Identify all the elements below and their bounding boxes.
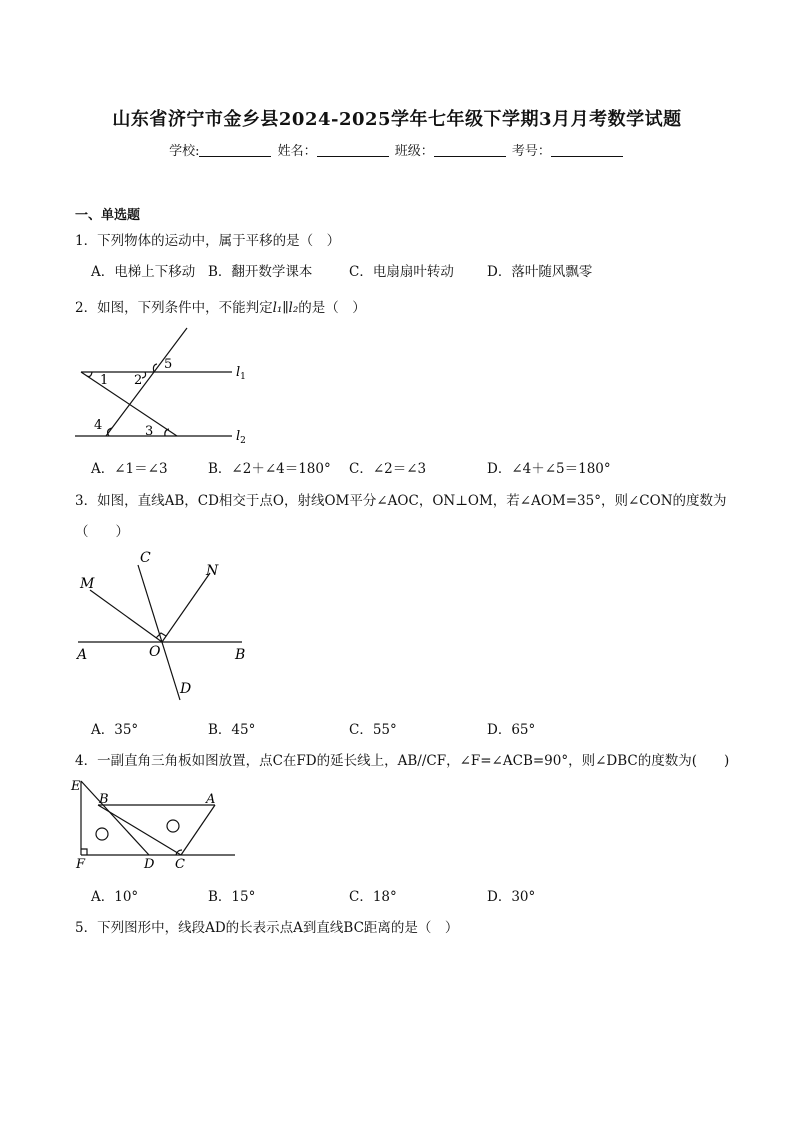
q2-option-d[interactable]: D．∠4＋∠5＝180° bbox=[487, 461, 611, 477]
q1-option-c[interactable]: C．电扇扇叶转动 bbox=[349, 264, 454, 280]
q4-option-a[interactable]: A．10° bbox=[91, 889, 139, 905]
q2-option-c[interactable]: C．∠2＝∠3 bbox=[349, 461, 427, 477]
q2-option-b[interactable]: B．∠2＋∠4＝180° bbox=[208, 461, 331, 477]
angle-5-label: 5 bbox=[164, 357, 173, 372]
point-c-label: C bbox=[140, 550, 151, 566]
q3-option-b[interactable]: B．45° bbox=[208, 722, 256, 738]
l1-subscript: 1 bbox=[240, 372, 246, 382]
name-blank[interactable] bbox=[317, 144, 389, 157]
q3-figure bbox=[70, 545, 260, 705]
q1-option-b[interactable]: B．翻开数学课本 bbox=[208, 264, 313, 280]
exam-no-label: 考号： bbox=[511, 144, 551, 159]
point-o-label: O bbox=[149, 644, 161, 660]
exam-no-blank[interactable] bbox=[551, 144, 623, 157]
q1-option-a[interactable]: A．电梯上下移动 bbox=[91, 264, 196, 280]
q4-figure bbox=[65, 775, 245, 875]
point-b-label: B bbox=[99, 792, 109, 807]
point-n-label: N bbox=[206, 563, 219, 579]
question-1-stem: 1．下列物体的运动中，属于平移的是（ ） bbox=[75, 233, 341, 249]
angle-2-label: 2 bbox=[134, 373, 143, 388]
student-info-line bbox=[0, 140, 794, 159]
q1-option-d[interactable]: D．落叶随风飘零 bbox=[487, 264, 593, 280]
question-5-stem: 5．下列图形中，线段AD的长表示点A到直线BC距离的是（ ） bbox=[75, 920, 459, 936]
point-b-label: B bbox=[235, 647, 246, 663]
point-a-label: A bbox=[206, 792, 216, 807]
l2-subscript: 2 bbox=[240, 436, 246, 446]
q2-stem-math: l₁∥l₂ bbox=[272, 300, 299, 316]
school-blank[interactable] bbox=[199, 144, 271, 157]
point-d-label: D bbox=[180, 681, 192, 697]
point-m-label: M bbox=[80, 576, 95, 592]
section-heading: 一、单选题 bbox=[75, 208, 141, 223]
line-l2-label bbox=[236, 429, 246, 446]
name-label: 姓名： bbox=[277, 144, 317, 159]
q2-stem-post: 的是（ ） bbox=[298, 300, 366, 316]
question-4-stem: 4．一副直角三角板如图放置，点C在FD的延长线上，AB//CF，∠F=∠ACB=90°，则∠DBC的度数为( ) bbox=[75, 753, 730, 769]
angle-4-label: 4 bbox=[94, 418, 103, 433]
q4-option-d[interactable]: D．30° bbox=[487, 889, 536, 905]
class-blank[interactable] bbox=[434, 144, 506, 157]
q4-option-b[interactable]: B．15° bbox=[208, 889, 256, 905]
q2-option-a[interactable]: A．∠1＝∠3 bbox=[91, 461, 168, 477]
q3-option-a[interactable]: A．35° bbox=[91, 722, 139, 738]
q3-option-d[interactable]: D．65° bbox=[487, 722, 536, 738]
q2-stem-pre: 2．如图，下列条件中，不能判定 bbox=[75, 300, 273, 316]
angle-3-label: 3 bbox=[145, 424, 154, 439]
page-title: 山东省济宁市金乡县2024-2025学年七年级下学期3月月考数学试题 bbox=[112, 109, 682, 130]
point-f-label: F bbox=[76, 857, 86, 872]
l1-text: l bbox=[236, 365, 241, 380]
q3-option-c[interactable]: C．55° bbox=[349, 722, 397, 738]
point-d-label: D bbox=[144, 857, 155, 872]
l2-text: l bbox=[236, 429, 241, 444]
school-label: 学校: bbox=[169, 144, 200, 159]
q2-figure bbox=[60, 320, 270, 450]
point-e-label: E bbox=[71, 779, 81, 794]
class-label: 班级： bbox=[394, 144, 434, 159]
question-3-stem-line1: 3．如图，直线AB，CD相交于点O，射线OM平分∠AOC，ON⊥OM，若∠AOM=35°，则∠CON的度数为 bbox=[75, 493, 727, 509]
point-a-label: A bbox=[77, 647, 88, 663]
line-l1-label bbox=[236, 365, 246, 382]
question-3-stem-line2: （ ） bbox=[75, 524, 129, 540]
question-2-stem bbox=[75, 296, 366, 316]
angle-1-label: 1 bbox=[100, 373, 109, 388]
q4-option-c[interactable]: C．18° bbox=[349, 889, 397, 905]
point-c-label: C bbox=[175, 857, 185, 872]
